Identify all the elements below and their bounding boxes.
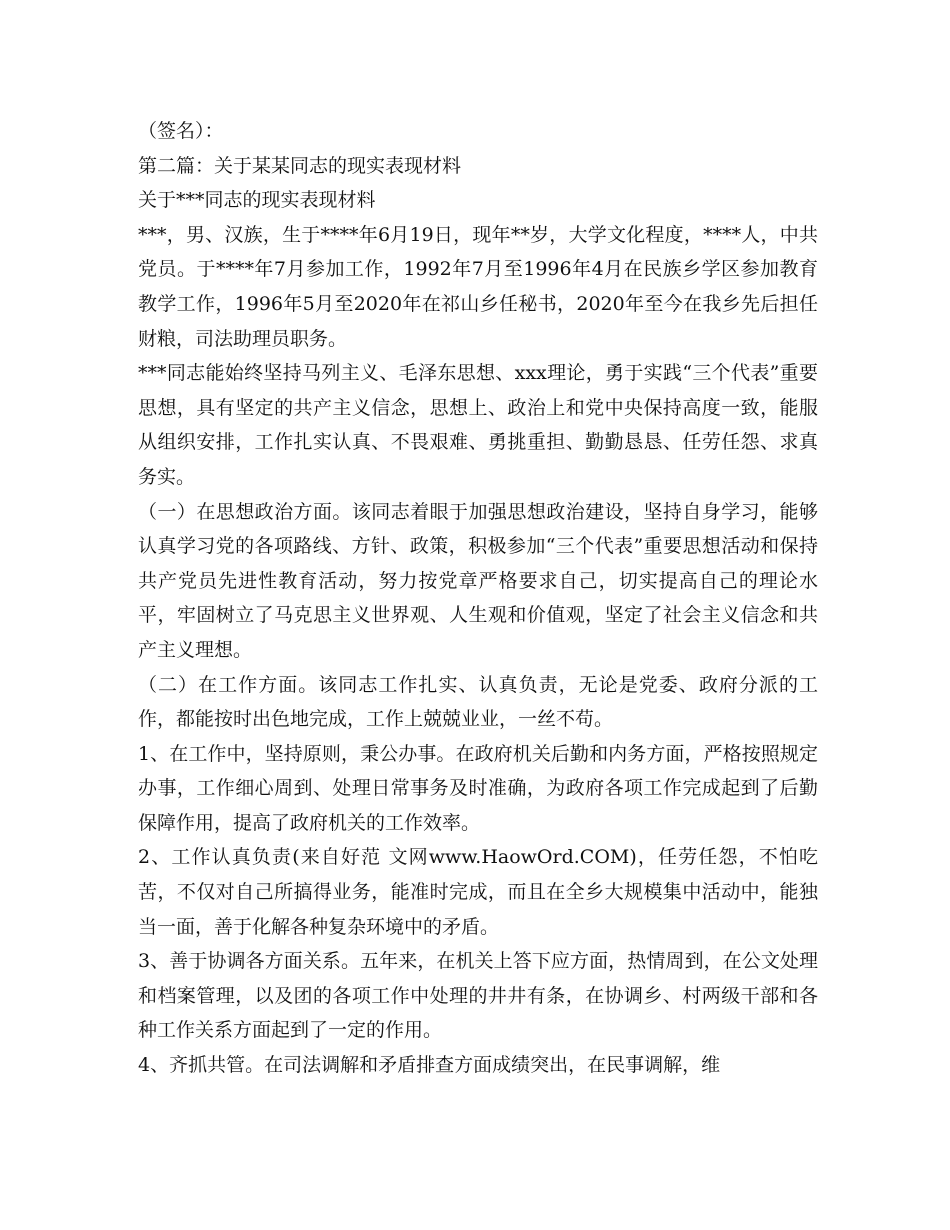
paragraph-item-1: 1、在工作中，坚持原则，秉公办事。在政府机关后勤和内务方面，严格按照规定办事，工作细心周到、处理日常事务及时准确，为政府各项工作完成起到了后勤保障作用，提高了政府机关的工作效率。 [138, 742, 818, 834]
paragraph-item-4: 4、齐抓共管。在司法调解和矛盾排查方面成绩突出，在民事调解，维 [138, 1054, 721, 1077]
document-title: 关于***同志的现实表现材料 [138, 189, 376, 212]
paragraph-summary: ***同志能始终坚持马列主义、毛泽东思想、xxx理论，勇于实践“三个代表”重要思想，具有坚定的共产主义信念，思想上、政治上和党中央保持高度一致，能服从组织安排，工作扎实认真、不畏艰难、勇挑重担、勤勤恳恳、任劳任怨、求真务实。 [138, 362, 818, 488]
paragraph-item-2: 2、工作认真负责(来自好范 文网www.HaowOrd.COM)，任劳任怨，不怕吃苦，不仅对自己所搞得业务，能准时完成，而且在全乡大规模集中活动中，能独当一面，善于化解各种复杂环境中的矛盾。 [138, 846, 818, 938]
paragraph-item-3: 3、善于协调各方面关系。五年来，在机关上答下应方面，热情周到，在公文处理和档案管理，以及团的各项工作中处理的井井有条，在协调乡、村两级干部和各种工作关系方面起到了一定的作用。 [138, 950, 818, 1042]
chapter-heading: 第二篇：关于某某同志的现实表现材料 [138, 154, 462, 177]
document-page [138, 114, 818, 1083]
signature-line: （签名）： [138, 120, 224, 142]
paragraph-personal-info: ***，男、汉族，生于****年6月19日，现年**岁，大学文化程度，****人，中共党员。于****年7月参加工作，1992年7月至1996年4月在民族乡学区参加教育教学工作，1996年5月至2020年在祁山乡任秘书，2020年至今在我乡先后担任财粮，司法助理员职务。 [138, 223, 818, 350]
paragraph-political: （一）在思想政治方面。该同志着眼于加强思想政治建设，坚持自身学习，能够认真学习党的各项路线、方针、政策，积极参加“三个代表”重要思想活动和保持共产党员先进性教育活动，努力按党章严格要求自己，切实提高自己的理论水平，牢固树立了马克思主义世界观、人生观和价值观，坚定了社会主义信念和共产主义理想。 [138, 500, 818, 661]
paragraph-work: （二）在工作方面。该同志工作扎实、认真负责，无论是党委、政府分派的工作，都能按时出色地完成，工作上兢兢业业，一丝不苟。 [138, 673, 818, 731]
